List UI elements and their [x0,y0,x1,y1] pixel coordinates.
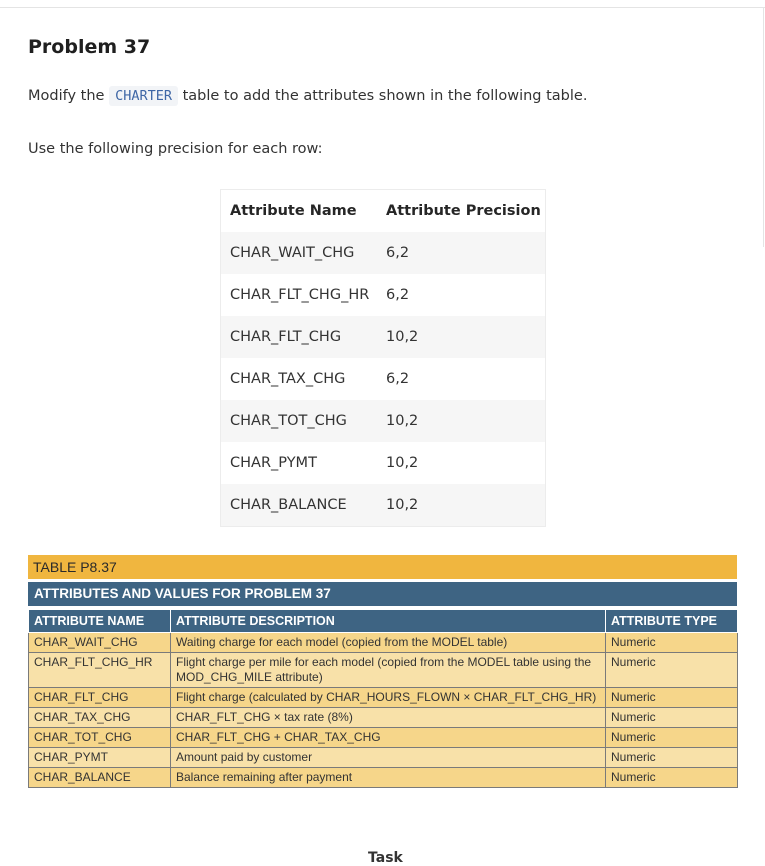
table-row [29,633,738,653]
table-row [221,232,546,274]
table-row [29,708,738,728]
attribute-precision-cell: 6,2 [386,371,410,387]
table-row [221,400,546,442]
attribute-name-cell: CHAR_TOT_CHG [29,728,171,748]
table-label: TABLE P8.37 [28,555,737,579]
header-attribute-name: Attribute Name [230,203,357,219]
top-divider [0,7,765,8]
attribute-precision-cell: 10,2 [386,413,419,429]
table-row [221,442,546,484]
attribute-name-cell: CHAR_TAX_CHG [29,708,171,728]
attribute-name-cell: CHAR_FLT_CHG_HR [230,287,370,303]
table-row [29,748,738,768]
header-attribute-precision: Attribute Precision [386,203,541,219]
attribute-name-cell: CHAR_FLT_CHG [230,329,342,345]
attribute-description-cell: Flight charge (calculated by CHAR_HOURS_FLOWN × CHAR_FLT_CHG_HR) [171,688,606,708]
attributes-header-row [29,610,738,633]
attribute-name-cell: CHAR_WAIT_CHG [29,633,171,653]
intro-text-before: Modify the [28,88,110,104]
attribute-type-cell: Numeric [606,748,738,768]
attribute-name-cell: CHAR_TOT_CHG [230,413,347,429]
attribute-name-cell: CHAR_PYMT [29,748,171,768]
attribute-description-cell: CHAR_FLT_CHG + CHAR_TAX_CHG [171,728,606,748]
table-row [221,274,546,316]
table-row [221,358,546,400]
attribute-type-cell: Numeric [606,633,738,653]
attribute-type-cell: Numeric [606,768,738,788]
table-row [221,484,546,527]
attribute-precision-cell: 6,2 [386,287,410,303]
attribute-precision-cell: 10,2 [386,329,419,345]
intro-text-after: table to add the attributes shown in the following table. [177,88,588,104]
attribute-name-cell: CHAR_TAX_CHG [230,371,346,387]
attribute-name-cell: CHAR_BALANCE [29,768,171,788]
attribute-type-cell: Numeric [606,708,738,728]
header-attribute-description: ATTRIBUTE DESCRIPTION [171,610,606,633]
attribute-description-cell: Waiting charge for each model (copied from the MODEL table) [171,633,606,653]
table-row [29,728,738,748]
attribute-precision-cell: 10,2 [386,455,419,471]
attribute-precision-cell: 10,2 [386,497,419,513]
attribute-type-cell: Numeric [606,688,738,708]
attribute-description-cell: Amount paid by customer [171,748,606,768]
attribute-description-cell: CHAR_FLT_CHG × tax rate (8%) [171,708,606,728]
attribute-name-cell: CHAR_FLT_CHG_HR [29,653,171,688]
precision-note: Use the following precision for each row: [28,141,323,157]
table-row [221,316,546,358]
precision-header-row [221,190,546,233]
attributes-table [28,609,738,788]
textbook-table-image [28,555,737,788]
problem-title: Problem 37 [28,36,151,58]
attribute-description-cell: Balance remaining after payment [171,768,606,788]
header-attribute-type: ATTRIBUTE TYPE [606,610,738,633]
next-section-heading-partial: Task [368,850,403,866]
attribute-type-cell: Numeric [606,728,738,748]
table-row [29,688,738,708]
right-divider [763,7,764,247]
attribute-description-cell: Flight charge per mile for each model (copied from the MODEL table using the MOD_CHG_MILE attribute) [171,653,606,688]
table-row [29,653,738,688]
attribute-type-cell: Numeric [606,653,738,688]
attribute-name-cell: CHAR_FLT_CHG [29,688,171,708]
charter-table-code: CHARTER [109,86,178,106]
header-attribute-name: ATTRIBUTE NAME [29,610,171,633]
problem-intro [28,88,587,104]
attribute-name-cell: CHAR_BALANCE [230,497,347,513]
table-row [29,768,738,788]
attribute-precision-cell: 6,2 [386,245,410,261]
precision-table [220,189,546,527]
table-heading: ATTRIBUTES AND VALUES FOR PROBLEM 37 [28,582,737,606]
attribute-name-cell: CHAR_WAIT_CHG [230,245,355,261]
attribute-name-cell: CHAR_PYMT [230,455,317,471]
